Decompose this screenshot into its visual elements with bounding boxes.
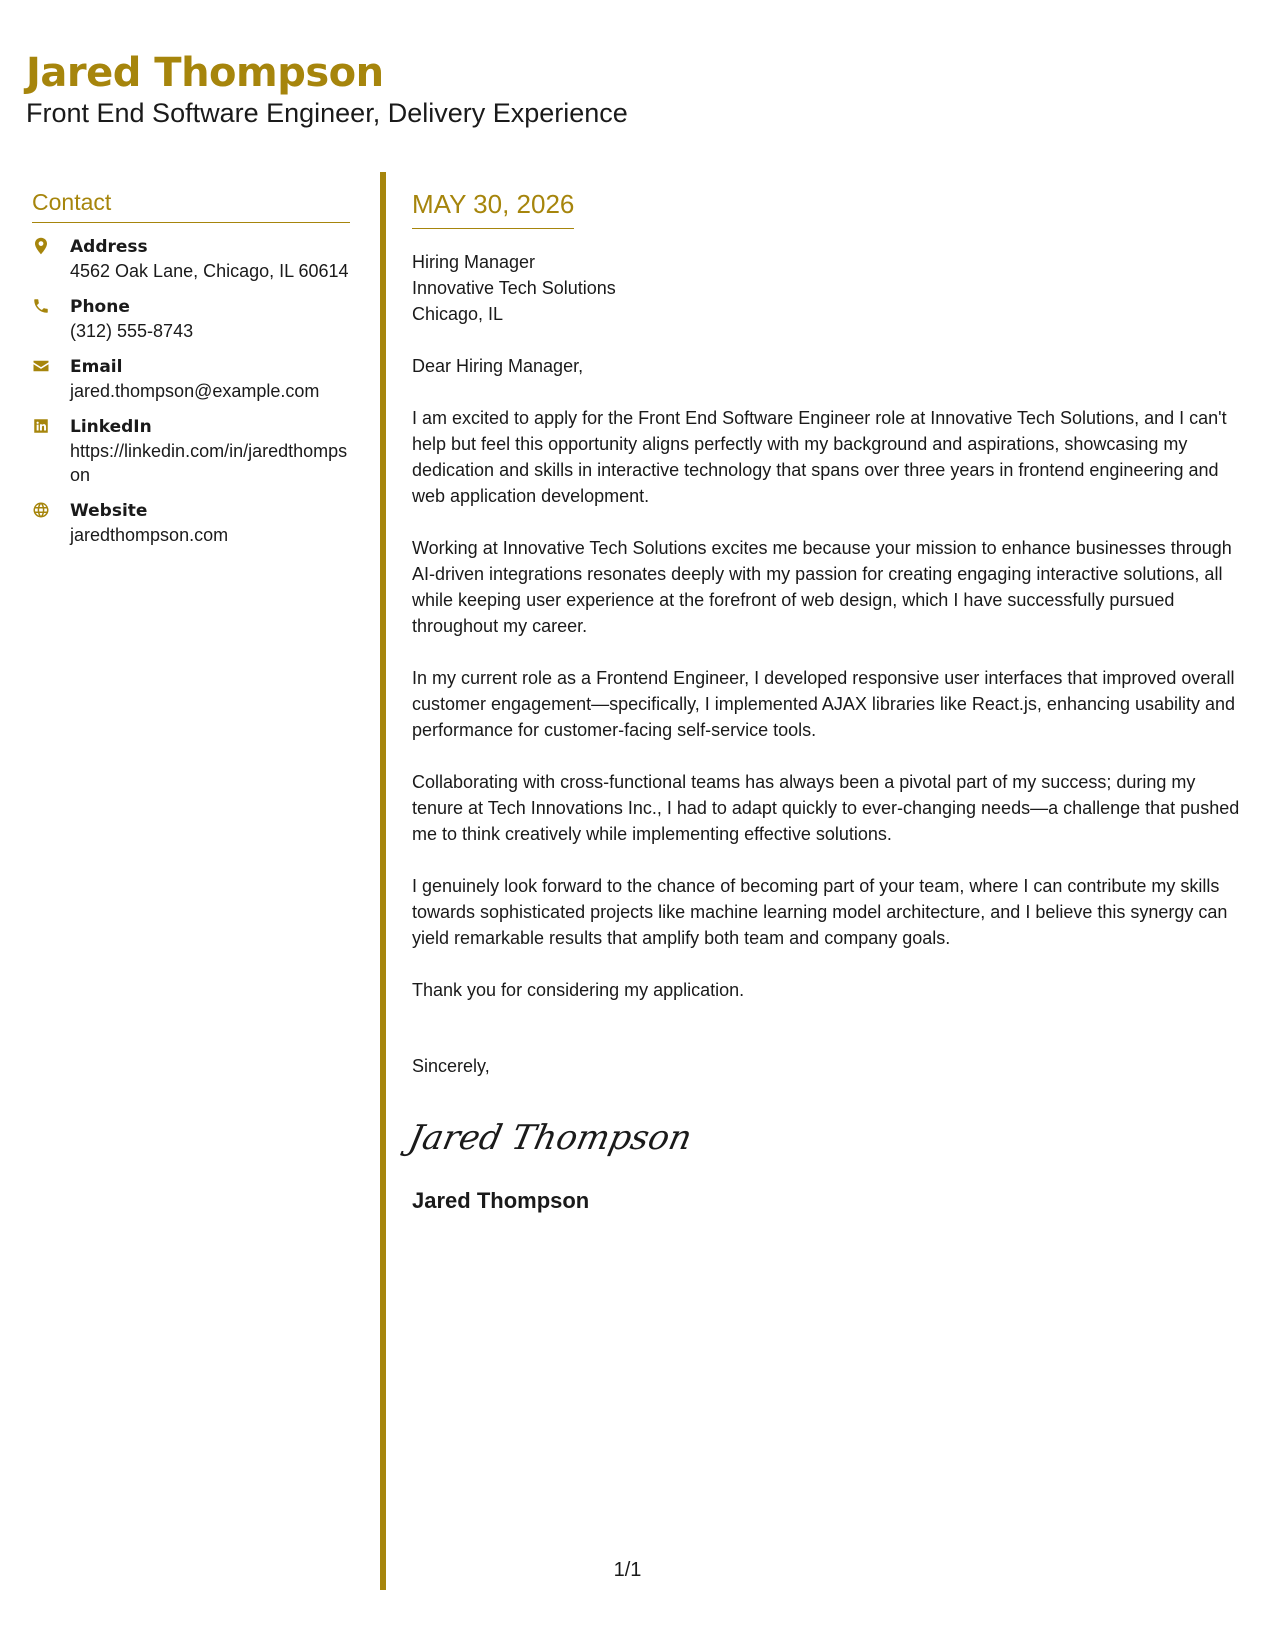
body-paragraph: Working at Innovative Tech Solutions excites me because your mission to enhance businesses through AI-driven integrations resonates deeply with my passion for creating engaging interactive solutions, all while keeping user experience at the forefront of web design, which I have successfully pursued throughout my career. bbox=[412, 538, 1232, 636]
linkedin-value[interactable]: https://linkedin.com/in/jaredthompson bbox=[70, 441, 348, 485]
address-label: Address bbox=[70, 237, 148, 257]
contact-item-linkedin bbox=[32, 415, 350, 487]
page-number-text: 1/1 bbox=[613, 1559, 642, 1581]
email-label: Email bbox=[70, 357, 123, 377]
signature-glyphs: Jared Thompson bbox=[405, 1118, 696, 1158]
closing: Sincerely, bbox=[412, 1056, 490, 1076]
contact-heading: Contact bbox=[32, 188, 350, 223]
recipient-block bbox=[412, 249, 1242, 327]
recipient-company: Innovative Tech Solutions bbox=[412, 278, 616, 298]
handwritten-signature bbox=[405, 1107, 1242, 1177]
recipient-location: Chicago, IL bbox=[412, 304, 504, 324]
applicant-name: Jared Thompson bbox=[26, 50, 384, 96]
body-paragraph: I genuinely look forward to the chance of becoming part of your team, where I can contribute my skills towards sophisticated projects like machine learning model architecture, and I believe this synergy can yield remarkable results that amplify both team and company goals. bbox=[412, 876, 1228, 948]
salutation: Dear Hiring Manager, bbox=[412, 356, 584, 376]
recipient-name: Hiring Manager bbox=[412, 252, 536, 272]
page-number bbox=[0, 1558, 1275, 1582]
letter-body bbox=[405, 188, 1242, 1215]
phone-value: (312) 555-8743 bbox=[70, 321, 194, 341]
website-label: Website bbox=[70, 501, 148, 521]
phone-icon bbox=[32, 295, 70, 315]
globe-icon bbox=[32, 499, 70, 519]
linkedin-icon bbox=[32, 415, 70, 435]
contact-item-address bbox=[32, 235, 350, 283]
linkedin-label: LinkedIn bbox=[70, 417, 152, 437]
map-pin-icon bbox=[32, 235, 70, 255]
phone-label: Phone bbox=[70, 297, 130, 317]
envelope-icon bbox=[32, 355, 70, 375]
website-value[interactable]: jaredthompson.com bbox=[70, 525, 229, 545]
contact-sidebar bbox=[32, 188, 350, 559]
contact-item-email bbox=[32, 355, 350, 403]
contact-item-website bbox=[32, 499, 350, 547]
letter-date: MAY 30, 2026 bbox=[412, 188, 574, 229]
applicant-title: Front End Software Engineer, Delivery Experience bbox=[26, 98, 628, 128]
email-value[interactable]: jared.thompson@example.com bbox=[70, 381, 320, 401]
body-paragraph: I am excited to apply for the Front End Software Engineer role at Innovative Tech Solutions, and I can't help but feel this opportunity aligns perfectly with my background and aspirations, showcasing my dedication and skills in interactive technology that spans over three years in frontend engineering and web application development. bbox=[412, 408, 1227, 506]
letter-header bbox=[26, 50, 1226, 130]
body-paragraph: Thank you for considering my application. bbox=[412, 980, 745, 1000]
address-value: 4562 Oak Lane, Chicago, IL 60614 bbox=[70, 261, 349, 281]
body-paragraph: In my current role as a Frontend Engineer, I developed responsive user interfaces that improved overall customer engagement—specifically, I implemented AJAX libraries like React.js, enhancing usability and performance for customer-facing self-service tools. bbox=[412, 668, 1236, 740]
signer-name: Jared Thompson bbox=[412, 1188, 590, 1213]
column-divider bbox=[380, 172, 386, 1590]
body-paragraph: Collaborating with cross-functional teams has always been a pivotal part of my success; during my tenure at Tech Innovations Inc., I had to adapt quickly to ever-changing needs—a challenge that pushed me to think creatively while implementing effective solutions. bbox=[412, 772, 1240, 844]
contact-item-phone bbox=[32, 295, 350, 343]
